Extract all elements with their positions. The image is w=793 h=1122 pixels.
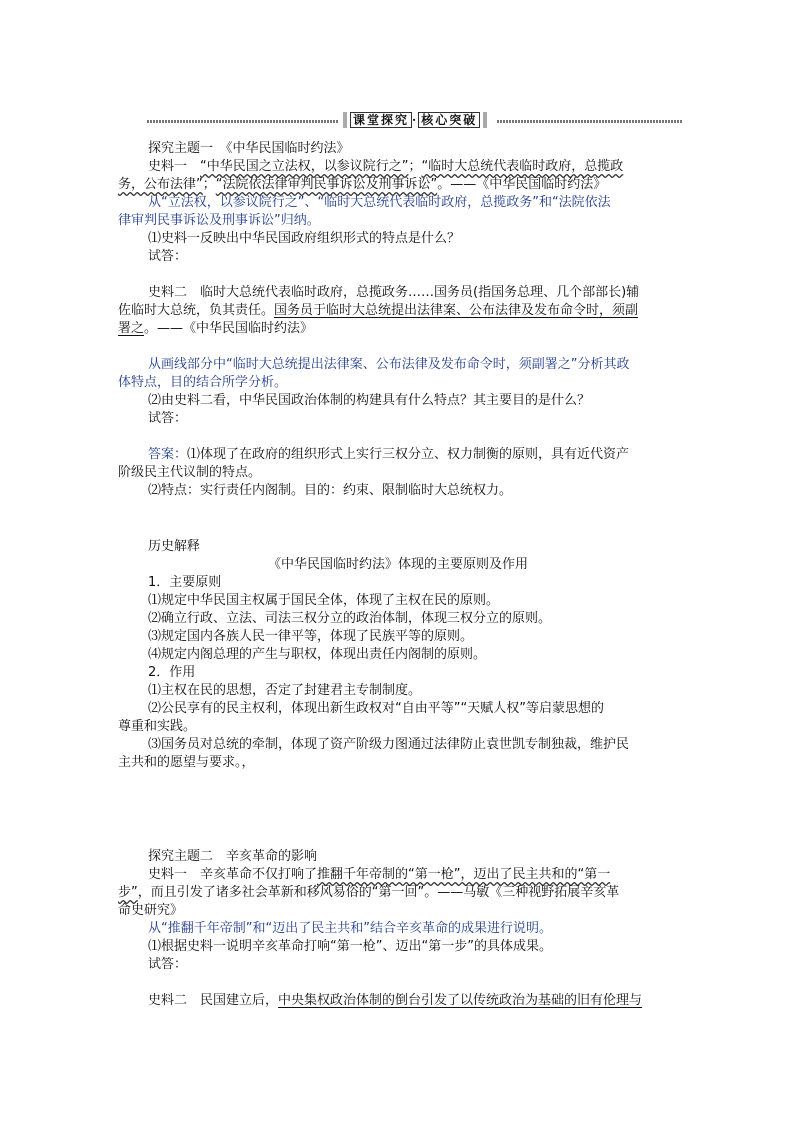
history-effect-2-line2: 尊重和实践。	[118, 719, 197, 734]
history-effect-2-line1: ⑵公民享有的民主权利，体现出新生政权对“自由平等”“天赋人权”等启蒙思想的	[148, 701, 604, 716]
topic2-source1-line3: 命史研究》	[118, 903, 184, 918]
answer-label: 答案：	[148, 447, 188, 462]
banner-rule-right	[497, 120, 682, 123]
topic1-hint1-line1: 从“立法权，以参议院行之”、“临时大总统代表临时政府，总揽政务”和“法院依法	[148, 195, 611, 210]
history-principles-heading: 1．主要原则	[148, 575, 222, 590]
history-principle-3: ⑶规定国内各族人民一律平等，体现了民族平等的原则。	[148, 629, 474, 644]
history-principle-4: ⑷规定内阁总理的产生与职权，体现出责任内阁制的原则。	[148, 647, 487, 662]
history-effect-1: ⑴主权在民的思想，否定了封建君主专制制度。	[148, 683, 422, 698]
banner-label	[343, 112, 487, 128]
history-subtitle: 《中华民国临时约法》体现的主要原则及作用	[267, 557, 528, 572]
history-principle-2: ⑵确立行政、立法、司法三权分立的政治体制，体现三权分立的原则。	[148, 611, 552, 626]
banner-rule-left	[147, 120, 339, 123]
topic2-source1-line2: 步”，而且引发了诸多社会革新和移风易俗的“第一回”。——马敏《三种视野拓展辛亥革	[118, 885, 620, 900]
topic1-question2: ⑵由史料二看，中华民国政治体制的构建具有什么特点？其主要目的是什么？	[148, 393, 591, 408]
banner-left-text: 课堂探究	[350, 112, 412, 128]
topic1-question1: ⑴史料一反映出中华民国政府组织形式的特点是什么？	[148, 231, 461, 246]
topic1-source2-line2: 佐临时大总统，负其责任。国务员于临时大总统提出法律案、公布法律及发布命令时，须副	[118, 303, 639, 318]
history-effects-heading: 2．作用	[148, 665, 196, 680]
topic1-try1: 试答：	[148, 249, 188, 264]
topic2-source1-line1: 史料一 辛亥革命不仅打响了推翻千年帝制的“第一枪”，迈出了民主共和的“第一	[148, 867, 611, 882]
topic2-try1: 试答：	[148, 957, 188, 972]
topic1-try2: 试答：	[148, 411, 188, 426]
banner-right-text: 核心突破	[418, 112, 480, 128]
history-effect-3-line1: ⑶国务员对总统的牵制，体现了资产阶级力图通过法律防止袁世凯专制独裁，维护民	[148, 737, 630, 752]
topic1-source1-line1: 史料一 “中华民国之立法权，以参议院行之”；“临时大总统代表临时政府，总揽政	[148, 159, 624, 174]
topic1-hint2-line1: 从画线部分中“临时大总统提出法律案、公布法律及发布命令时，须副署之”分析其政	[148, 357, 630, 372]
topic1-source2-line1: 史料二 临时大总统代表临时政府，总揽政务……国务员(指国务总理、几个部部长)辅	[148, 285, 640, 300]
topic1-title: 探究主题一 《中华民国临时约法》	[148, 141, 350, 156]
history-effect-3-line2: 主共和的愿望与要求。，	[118, 755, 255, 770]
topic2-hint: 从“推翻千年帝制”和“迈出了民主共和”结合辛亥革命的成果进行说明。	[148, 921, 552, 936]
topic2-source2-line1: 史料二 民国建立后，中央集权政治体制的倒台引发了以传统政治为基础的旧有伦理与	[148, 993, 643, 1008]
topic1-answer-line2: 阶级民主代议制的特点。	[118, 465, 262, 480]
topic1-answer-line1: 答案：⑴体现了在政府的组织形式上实行三权分立、权力制衡的原则，具有近代资产	[148, 447, 630, 462]
topic2-question1: ⑴根据史料一说明辛亥革命打响“第一枪”、迈出“第一步”的具体成果。	[148, 939, 552, 954]
topic1-source2-line3: 署之。——《中华民国临时约法》	[118, 321, 314, 336]
topic1-hint1-line2: 律审判民事诉讼及刑事诉讼”归纳。	[118, 213, 320, 228]
section-banner	[147, 112, 682, 130]
topic1-answer-line3: ⑵特点：实行责任内阁制。目的：约束、限制临时大总统权力。	[148, 483, 513, 498]
history-principle-1: ⑴规定中华民国主权属于国民全体，体现了主权在民的原则。	[148, 593, 500, 608]
topic2-title: 探究主题二 辛亥革命的影响	[148, 849, 318, 864]
topic1-hint2-line2: 体特点，目的结合所学分析。	[118, 375, 288, 390]
topic1-source1-line2: 务，公布法律”；“法院依法律审判民事诉讼及刑事诉讼”。——《中华民国临时约法》	[118, 177, 607, 192]
history-heading: 历史解释	[148, 539, 201, 554]
banner-dot: ·	[412, 113, 419, 127]
